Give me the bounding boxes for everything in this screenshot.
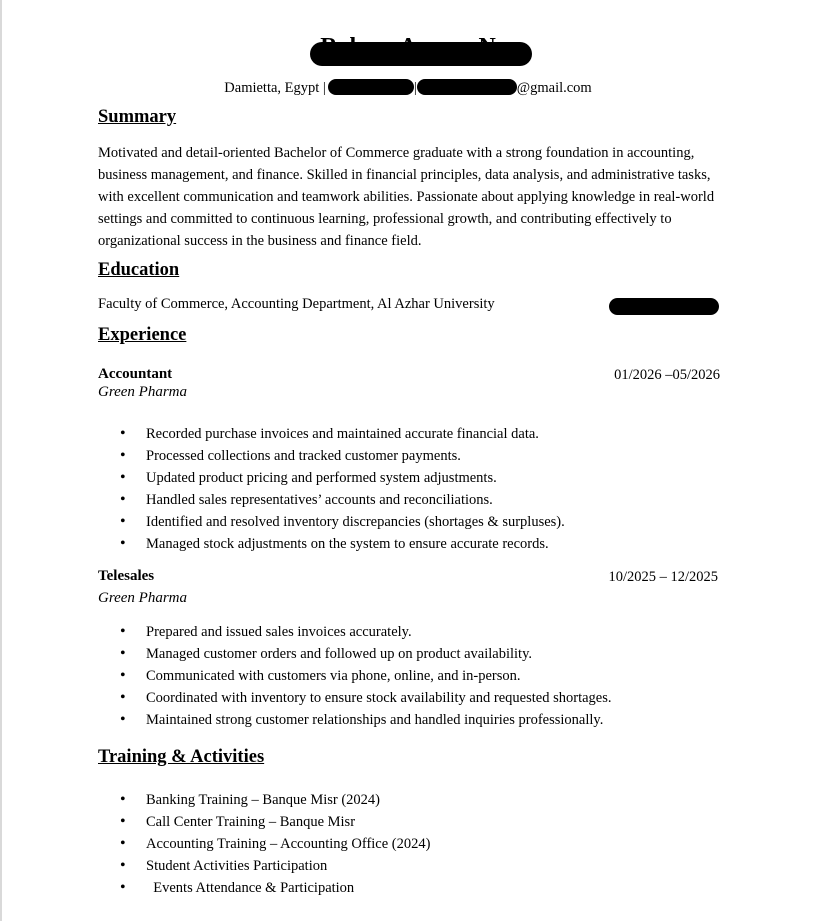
experience-heading: Experience xyxy=(98,325,187,345)
summary-line: with excellent communication and teamwork abilities. Passionate about applying knowledge in real-world xyxy=(98,189,715,205)
summary-paragraph xyxy=(98,142,728,252)
summary-line: organizational success in the business and finance field. xyxy=(98,233,422,249)
list-item: • Recorded purchase invoices and maintained accurate financial data. xyxy=(98,423,565,445)
training-list xyxy=(98,789,430,899)
summary-line: Motivated and detail-oriented Bachelor of Commerce graduate with a strong foundation in accounting, xyxy=(98,145,695,161)
list-item: • Managed stock adjustments on the system to ensure accurate records. xyxy=(98,533,565,555)
page-edge xyxy=(0,0,2,921)
training-heading: Training & Activities xyxy=(98,747,265,767)
summary-line: settings and committed to continuous learning, professional growth, and contributing effectively to xyxy=(98,211,672,227)
summary-line: business management, and finance. Skilled in financial principles, data analysis, and administrative tasks, xyxy=(98,167,711,183)
list-item: • Maintained strong customer relationships and handled inquiries professionally. xyxy=(98,709,612,731)
education-heading: Education xyxy=(98,260,180,280)
job-title: Accountant xyxy=(98,366,173,382)
list-item: • Student Activities Participation xyxy=(98,855,430,877)
list-item: • Coordinated with inventory to ensure stock availability and requested shortages. xyxy=(98,687,612,709)
list-item: • Communicated with customers via phone, online, and in-person. xyxy=(98,665,612,687)
job-duties-list xyxy=(98,423,565,555)
contact-location: Damietta, Egypt | xyxy=(224,80,326,96)
list-item: • Updated product pricing and performed system adjustments. xyxy=(98,467,565,489)
redaction-bar xyxy=(328,79,414,95)
summary-heading: Summary xyxy=(98,107,177,127)
contact-email-suffix: @gmail.com xyxy=(516,80,592,96)
job-company: Green Pharma xyxy=(98,590,188,606)
education-entry: Faculty of Commerce, Accounting Department, Al Azhar University xyxy=(98,296,495,312)
list-item: • Events Attendance & Participation xyxy=(98,877,430,899)
list-item: • Prepared and issued sales invoices accurately. xyxy=(98,621,612,643)
contact-separator: | xyxy=(413,80,417,96)
list-item: • Banking Training – Banque Misr (2024) xyxy=(98,789,430,811)
redaction-bar xyxy=(310,42,532,66)
list-item: • Accounting Training – Accounting Office (2024) xyxy=(98,833,430,855)
job-dates: 10/2025 – 12/2025 xyxy=(608,569,718,585)
contact-line xyxy=(0,79,816,97)
job-title: Telesales xyxy=(98,568,155,584)
list-item: • Processed collections and tracked customer payments. xyxy=(98,445,565,467)
job-dates: 01/2026 –05/2026 xyxy=(614,367,720,383)
list-item: • Managed customer orders and followed up on product availability. xyxy=(98,643,612,665)
job-company: Green Pharma xyxy=(98,384,188,400)
job-duties-list xyxy=(98,621,612,731)
redaction-bar xyxy=(609,298,719,315)
list-item: • Handled sales representatives’ accounts and reconciliations. xyxy=(98,489,565,511)
redaction-bar xyxy=(417,79,517,95)
list-item: • Identified and resolved inventory discrepancies (shortages & surpluses). xyxy=(98,511,565,533)
list-item: • Call Center Training – Banque Misr xyxy=(98,811,430,833)
